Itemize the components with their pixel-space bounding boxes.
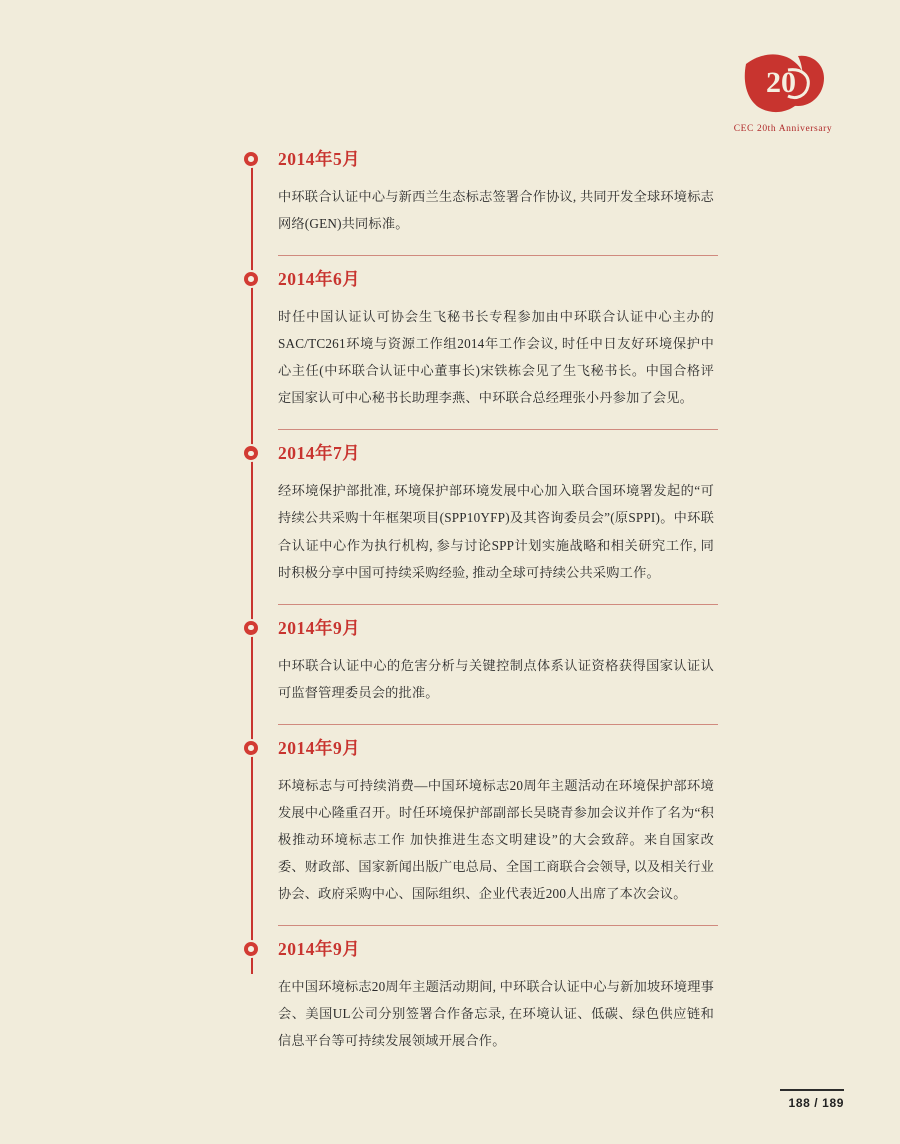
entry-text: 时任中国认证认可协会生飞秘书长专程参加由中环联合认证中心主办的SAC/TC261环境与资源工作组2014年工作会议, 时任中日友好环境保护中心主任(中环联合认证中心董事长)宋铁栋会见了生飞秘书长。中国合格评定国家认可中心秘书长助理李燕、中环联合总经理张小丹参加了会见。	[278, 309, 714, 406]
timeline-entry	[248, 440, 718, 604]
entry-date: 2014年9月	[278, 617, 361, 638]
entry-divider	[278, 429, 718, 430]
svg-text:20: 20	[766, 66, 796, 99]
entry-date: 2014年5月	[278, 149, 361, 169]
entry-divider	[278, 925, 718, 926]
entry-date: 2014年9月	[278, 939, 361, 960]
timeline-entry	[248, 936, 718, 1054]
anniversary-logo	[718, 50, 848, 134]
timeline-dot-icon	[244, 741, 258, 755]
entry-date: 2014年7月	[278, 443, 361, 464]
entry-text: 中环联合认证中心与新西兰生态标志签署合作协议, 共同开发全球环境标志网络(GEN)共同标准。	[278, 189, 714, 232]
entry-text: 经环境保护部批准, 环境保护部环境发展中心加入联合国环境署发起的“可持续公共采购十年框架项目(SPP10YFP)及其咨询委员会”(原SPPI)。中环联合认证中心作为执行机构, 参与讨论SPP计划实施战略和相关研究工作, 同时积极分享中国可持续采购经验, 推动全球可持续公共采购工作。	[278, 483, 714, 580]
timeline-entry	[248, 266, 718, 430]
entry-divider	[278, 604, 718, 605]
entry-date: 2014年9月	[278, 737, 361, 758]
logo-mark-icon	[740, 50, 826, 118]
timeline-entry	[248, 615, 718, 725]
timeline	[248, 146, 718, 1054]
timeline-entry	[248, 735, 718, 926]
timeline-dot-icon	[244, 942, 258, 956]
timeline-entry	[248, 146, 718, 256]
entry-divider	[278, 724, 718, 725]
timeline-dot-icon	[244, 152, 258, 166]
page-footer	[644, 1089, 844, 1110]
page-number: 188 / 189	[788, 1096, 844, 1110]
entry-date: 2014年6月	[278, 269, 361, 290]
entry-text: 环境标志与可持续消费—中国环境标志20周年主题活动在环境保护部环境发展中心隆重召开。时任环境保护部副部长吴晓青参加会议并作了名为“积极推动环境标志工作 加快推进生态文明建设”的大会致辞。来自国家改委、财政部、国家新闻出版广电总局、全国工商联合会领导, 以及相关行业协会、政府采购中心、国际组织、企业代表近200人出席了本次会议。	[278, 777, 714, 901]
entry-text: 在中国环境标志20周年主题活动期间, 中环联合认证中心与新加坡环境理事会、美国UL公司分别签署合作备忘录, 在环境认证、低碳、绿色供应链和信息平台等可持续发展领域开展合作。	[278, 979, 714, 1049]
timeline-dot-icon	[244, 272, 258, 286]
entry-text: 中环联合认证中心的危害分析与关键控制点体系认证资格获得国家认证认可监督管理委员会的批准。	[278, 657, 714, 700]
footer-divider	[780, 1089, 844, 1091]
entry-divider	[278, 255, 718, 256]
timeline-dot-icon	[244, 446, 258, 460]
logo-caption: CEC 20th Anniversary	[733, 124, 833, 134]
timeline-dot-icon	[244, 621, 258, 635]
